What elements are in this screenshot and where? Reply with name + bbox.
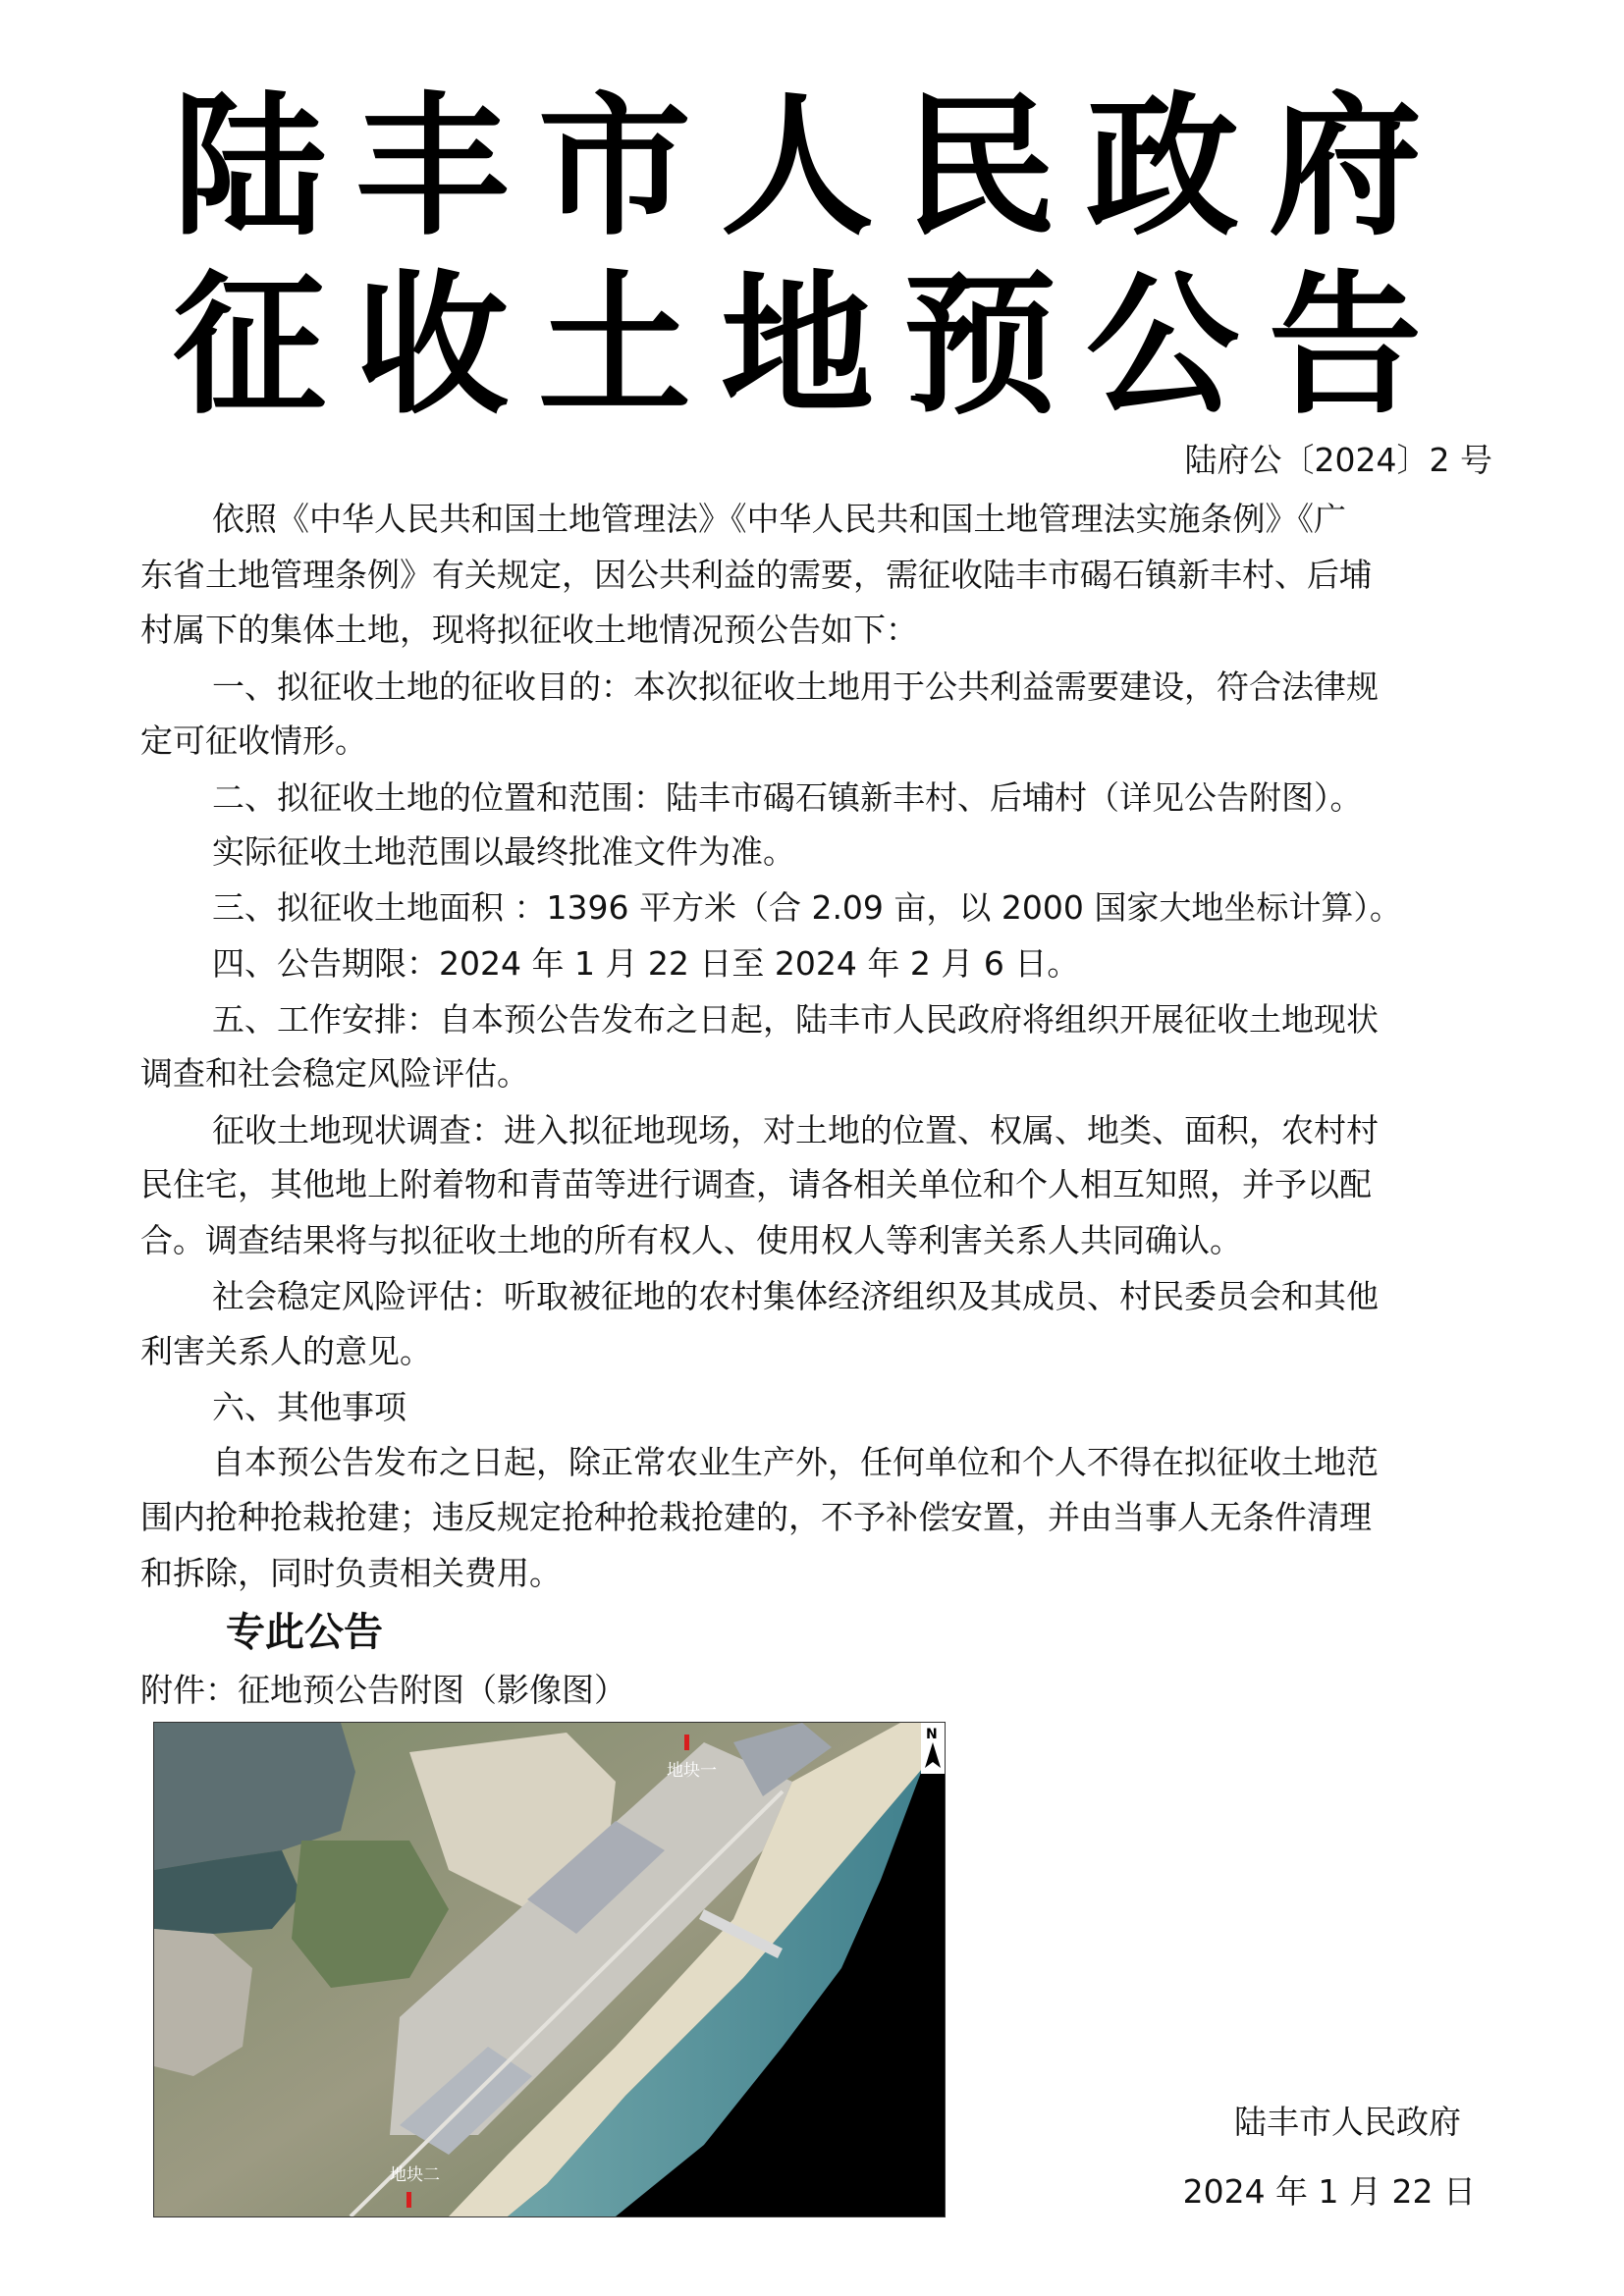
- signature-org: 陆丰市人民政府: [1234, 2103, 1461, 2141]
- body-line: 东省土地管理条例》有关规定，因公共利益的需要，需征收陆丰市碣石镇新丰村、后埔: [140, 556, 1372, 594]
- body-line: 定可征收情形。: [140, 721, 367, 760]
- plot-label-2: 地块二: [390, 2165, 440, 2185]
- document-number: 陆府公〔2024〕2 号: [1184, 441, 1492, 479]
- closing-statement: 专此公告: [226, 1609, 383, 1655]
- satellite-map: [153, 1722, 946, 2217]
- body-line: 四、公告期限：2024 年 1 月 22 日至 2024 年 2 月 6 日。: [212, 944, 1080, 983]
- body-line: 调查和社会稳定风险评估。: [140, 1054, 529, 1093]
- body-line: 围内抢种抢栽抢建；违反规定抢种抢栽抢建的，不予补偿安置，并由当事人无条件清理: [140, 1498, 1372, 1536]
- svg-text:N: N: [926, 1727, 938, 1742]
- body-line: 一、拟征收土地的征收目的：本次拟征收土地用于公共利益需要建设，符合法律规: [212, 667, 1379, 706]
- body-line: 自本预公告发布之日起，除正常农业生产外，任何单位和个人不得在拟征收土地范: [212, 1443, 1379, 1481]
- body-line: 村属下的集体土地，现将拟征收土地情况预公告如下：: [140, 611, 918, 649]
- plot-marker-2: [406, 2192, 411, 2208]
- attachment-label: 附件：征地预公告附图（影像图）: [140, 1671, 626, 1709]
- body-line: 三、拟征收土地面积 ：1396 平方米（合 2.09 亩，以 2000 国家大地坐标计算）。: [212, 888, 1402, 927]
- body-line: 社会稳定风险评估：听取被征地的农村集体经济组织及其成员、村民委员会和其他: [212, 1277, 1379, 1315]
- title-line-2: 征收土地预公告: [173, 256, 1451, 435]
- body-line: 依照《中华人民共和国土地管理法》《中华人民共和国土地管理法实施条例》《广: [212, 500, 1346, 538]
- plot-label-1: 地块一: [667, 1761, 717, 1781]
- plot-marker-1: [684, 1735, 689, 1750]
- body-line: 五、工作安排：自本预公告发布之日起，陆丰市人民政府将组织开展征收土地现状: [212, 1000, 1379, 1039]
- body-line: 利害关系人的意见。: [140, 1332, 432, 1370]
- signature-date: 2024 年 1 月 22 日: [1182, 2172, 1476, 2211]
- title-line-1: 陆丰市人民政府: [173, 78, 1451, 256]
- body-line: 六、其他事项: [212, 1388, 406, 1426]
- body-line: 和拆除，同时负责相关费用。: [140, 1554, 562, 1592]
- body-line: 实际征收土地范围以最终批准文件为准。: [212, 832, 795, 871]
- body-line: 民住宅，其他地上附着物和青苗等进行调查，请各相关单位和个人相互知照，并予以配: [140, 1165, 1372, 1203]
- body-line: 征收土地现状调查：进入拟征地现场，对土地的位置、权属、地类、面积，农村村: [212, 1111, 1379, 1149]
- body-line: 合。调查结果将与拟征收土地的所有权人、使用权人等利害关系人共同确认。: [140, 1221, 1242, 1259]
- north-arrow-icon: [921, 1723, 945, 1774]
- body-line: 二、拟征收土地的位置和范围：陆丰市碣石镇新丰村、后埔村（详见公告附图）。: [212, 778, 1363, 817]
